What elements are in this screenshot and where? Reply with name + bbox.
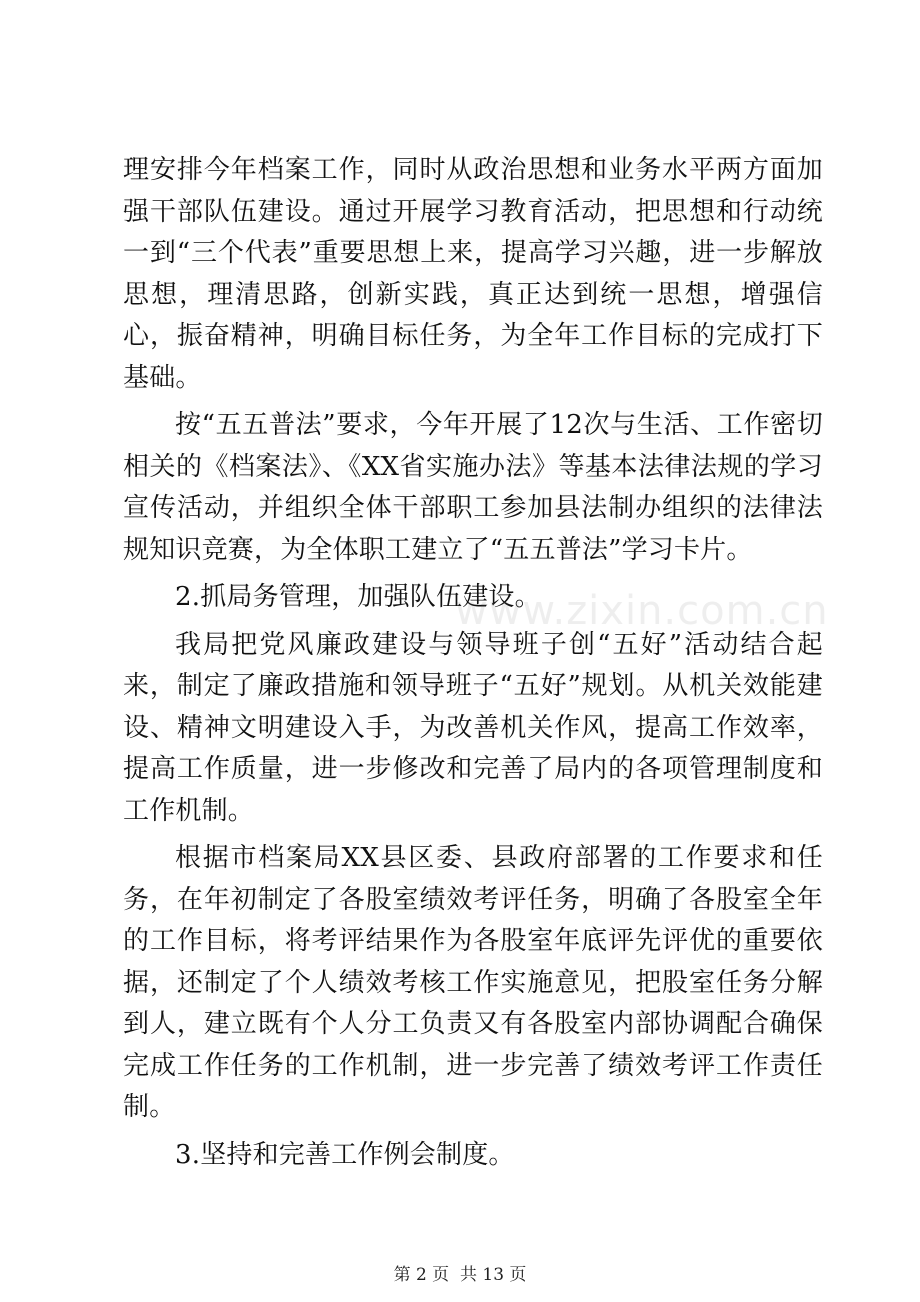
section-heading-2: 2.抓局务管理，加强队伍建设。 [175, 582, 541, 612]
paragraph-party-building: 我局把党风廉政建设与领导班子创“五好”活动结合起来，制定了廉政措施和领导班子“五好”规划。从机关效能建设、精神文明建设入手，为改善机关作风，提高工作效率，提高工作质量，进一步修改和完善了局内的各项管理制度和工作机制。 [123, 629, 823, 826]
paragraph-continuation: 理安排今年档案工作，同时从政治思想和业务水平两方面加强干部队伍建设。通过开展学习教育活动，把思想和行动统一到“三个代表”重要思想上来，提高学习兴趣，进一步解放思想，理清思路，创新实践，真正达到统一思想，增强信心，振奋精神，明确目标任务，为全年工作目标的完成打下基础。 [123, 155, 823, 393]
paragraph-performance-evaluation: 根据市档案局XX县区委、县政府部署的工作要求和任务，在年初制定了各股室绩效考评任务，明确了各股室全年的工作目标，将考评结果作为各股室年底评先评优的重要依据，还制定了个人绩效考核工作实施意见，把股室任务分解到人，建立既有个人分工负责又有各股室内部协调配合确保完成工作任务的工作机制，进一步完善了绩效考评工作责任制。 [123, 843, 823, 1122]
watermark: www.zixin.com.cn [455, 588, 829, 634]
section-heading-3: 3.坚持和完善工作例会制度。 [175, 1139, 515, 1170]
page-number: 第 2 页 共 13 页 [393, 1265, 527, 1285]
document-body [123, 150, 823, 1176]
page-footer [0, 1260, 920, 1285]
paragraph-legal-education: 按“五五普法”要求，今年开展了12次与生活、工作密切相关的《档案法》、《XX省实施办法》等基本法律法规的学习宣传活动，并组织全体干部职工参加县法制办组织的法律法规知识竞赛，为全体职工建立了“五五普法”学习卡片。 [123, 410, 823, 565]
